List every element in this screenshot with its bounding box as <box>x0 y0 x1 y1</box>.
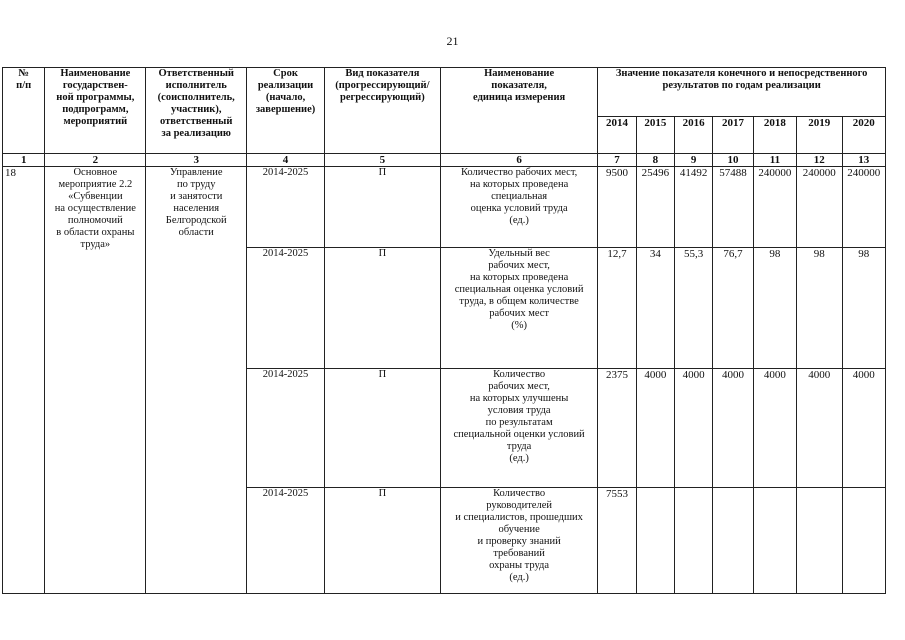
implementation-period: 2014-2025 <box>247 488 325 594</box>
text-line: руководителей <box>486 500 552 511</box>
text-line: ной программы, <box>56 92 135 103</box>
column-number: 1 <box>3 154 45 167</box>
text-line: области <box>178 227 214 238</box>
value-2019: 98 <box>797 248 842 369</box>
header-year-2016: 2016 <box>675 117 713 154</box>
text-line: Количество <box>493 488 546 499</box>
page-number: 21 <box>446 34 459 48</box>
text-line: Наименование <box>484 68 555 79</box>
text-line: обучение <box>498 524 540 535</box>
value-2019 <box>797 488 842 594</box>
text-line: участник), <box>170 104 222 115</box>
text-line: подпрограмм, <box>62 104 129 115</box>
text-line: населения <box>173 203 220 214</box>
text-line: труда» <box>80 239 111 250</box>
value-2018 <box>753 488 796 594</box>
value-2017: 57488 <box>713 167 753 248</box>
text-line: в области охраны <box>56 227 135 238</box>
value-2015: 34 <box>636 248 674 369</box>
text-line: (ед.) <box>509 453 529 464</box>
text-line: мероприятие 2.2 <box>58 179 133 190</box>
column-number: 11 <box>753 154 796 167</box>
value-2018: 4000 <box>753 369 796 488</box>
text-line: п/п <box>16 80 32 91</box>
header-indicator-name <box>440 68 597 154</box>
text-line: Количество рабочих мест, <box>460 167 578 178</box>
text-line: Значение показателя конечного и непосредственного <box>615 68 868 79</box>
text-line: на осуществление <box>54 203 136 214</box>
implementation-period: 2014-2025 <box>247 167 325 248</box>
table-row <box>3 167 886 248</box>
header-year-2017: 2017 <box>713 117 753 154</box>
text-line: и занятости <box>170 191 223 202</box>
value-2017: 76,7 <box>713 248 753 369</box>
text-line: на которых улучшены <box>469 393 569 404</box>
column-number: 4 <box>247 154 325 167</box>
indicator-name <box>440 167 597 248</box>
text-line: «Субвенции <box>68 191 123 202</box>
indicator-type: П <box>324 167 440 248</box>
text-line: труда, в общем количестве <box>459 296 579 307</box>
value-2015: 25496 <box>636 167 674 248</box>
value-2014: 12,7 <box>598 248 636 369</box>
indicator-type: П <box>324 488 440 594</box>
value-2020: 98 <box>842 248 886 369</box>
text-line: единица измерения <box>473 92 566 103</box>
implementation-period: 2014-2025 <box>247 248 325 369</box>
text-line: завершение) <box>255 104 316 115</box>
text-line: Белгородской <box>165 215 227 226</box>
header-period <box>247 68 325 154</box>
text-line: показателя, <box>491 80 547 91</box>
indicator-name <box>440 248 597 369</box>
text-line: специальной оценки условий <box>453 429 585 440</box>
value-2018: 98 <box>753 248 796 369</box>
value-2016: 41492 <box>675 167 713 248</box>
text-line: (прогрессирующий/ <box>335 80 430 91</box>
header-values-group <box>598 68 886 117</box>
text-line: мероприятий <box>63 116 128 127</box>
indicator-table <box>2 67 886 594</box>
text-line: рабочих мест <box>489 308 550 319</box>
text-line: Срок <box>273 68 298 79</box>
text-line: Удельный вес <box>488 248 550 259</box>
text-line: (ед.) <box>509 572 529 583</box>
column-number: 7 <box>598 154 636 167</box>
value-2016: 4000 <box>675 369 713 488</box>
text-line: исполнитель <box>165 80 227 91</box>
implementation-period: 2014-2025 <box>247 369 325 488</box>
header-year-2020: 2020 <box>842 117 886 154</box>
text-line: (соисполнитель, <box>157 92 235 103</box>
text-line: № <box>18 68 29 79</box>
text-line: Основное <box>73 167 118 178</box>
text-line: условия труда <box>487 405 551 416</box>
value-2014: 9500 <box>598 167 636 248</box>
indicator-name <box>440 369 597 488</box>
value-2016 <box>675 488 713 594</box>
text-line: рабочих мест, <box>488 260 550 271</box>
text-line: на которых проведена <box>469 179 569 190</box>
text-line: за реализацию <box>161 128 231 139</box>
responsible-executor <box>146 167 247 594</box>
indicator-name <box>440 488 597 594</box>
header-year-2015: 2015 <box>636 117 674 154</box>
row-index: 18 <box>3 167 45 594</box>
value-2018: 240000 <box>753 167 796 248</box>
column-number: 10 <box>713 154 753 167</box>
column-number: 12 <box>797 154 842 167</box>
text-line: результатов по годам реализации <box>662 80 821 91</box>
column-number: 9 <box>675 154 713 167</box>
text-line: требований <box>493 548 545 559</box>
text-line: охраны труда <box>489 560 550 571</box>
text-line: на которых проведена <box>469 272 569 283</box>
column-number: 3 <box>146 154 247 167</box>
value-2016: 55,3 <box>675 248 713 369</box>
text-line: труда <box>506 441 532 452</box>
header-indicator-type <box>324 68 440 154</box>
text-line: Вид показателя <box>345 68 420 79</box>
text-line: государствен- <box>62 80 128 91</box>
text-line: специальная оценка условий <box>454 284 584 295</box>
text-line: (ед.) <box>509 215 529 226</box>
text-line: Количество <box>493 369 546 380</box>
header-year-2019: 2019 <box>797 117 842 154</box>
text-line: по труду <box>176 179 216 190</box>
header-responsible <box>146 68 247 154</box>
column-number: 2 <box>45 154 146 167</box>
text-line: Управление <box>169 167 223 178</box>
indicator-type: П <box>324 248 440 369</box>
header-program-name <box>45 68 146 154</box>
text-line: полномочий <box>67 215 123 226</box>
column-number: 6 <box>440 154 597 167</box>
text-line: ответственный <box>160 116 233 127</box>
value-2015 <box>636 488 674 594</box>
value-2014: 2375 <box>598 369 636 488</box>
indicator-type: П <box>324 369 440 488</box>
text-line: оценка условий труда <box>470 203 568 214</box>
value-2020: 4000 <box>842 369 886 488</box>
text-line: Наименование <box>60 68 131 79</box>
value-2019: 240000 <box>797 167 842 248</box>
column-number: 5 <box>324 154 440 167</box>
value-2017: 4000 <box>713 369 753 488</box>
value-2020: 240000 <box>842 167 886 248</box>
value-2020 <box>842 488 886 594</box>
text-line: Ответственный <box>158 68 234 79</box>
text-line: рабочих мест, <box>488 381 550 392</box>
text-line: и проверку знаний <box>477 536 561 547</box>
program-name <box>45 167 146 594</box>
text-line: (%) <box>511 320 527 331</box>
column-number: 13 <box>842 154 886 167</box>
value-2019: 4000 <box>797 369 842 488</box>
text-line: (начало, <box>265 92 306 103</box>
text-line: по результатам <box>485 417 553 428</box>
value-2017 <box>713 488 753 594</box>
text-line: реализации <box>257 80 314 91</box>
text-line: регрессирующий) <box>340 92 425 103</box>
value-2015: 4000 <box>636 369 674 488</box>
text-line: и специалистов, прошедших <box>455 512 583 523</box>
header-year-2018: 2018 <box>753 117 796 154</box>
value-2014: 7553 <box>598 488 636 594</box>
header-index <box>3 68 45 154</box>
column-number: 8 <box>636 154 674 167</box>
text-line: специальная <box>491 191 548 202</box>
header-year-2014: 2014 <box>598 117 636 154</box>
